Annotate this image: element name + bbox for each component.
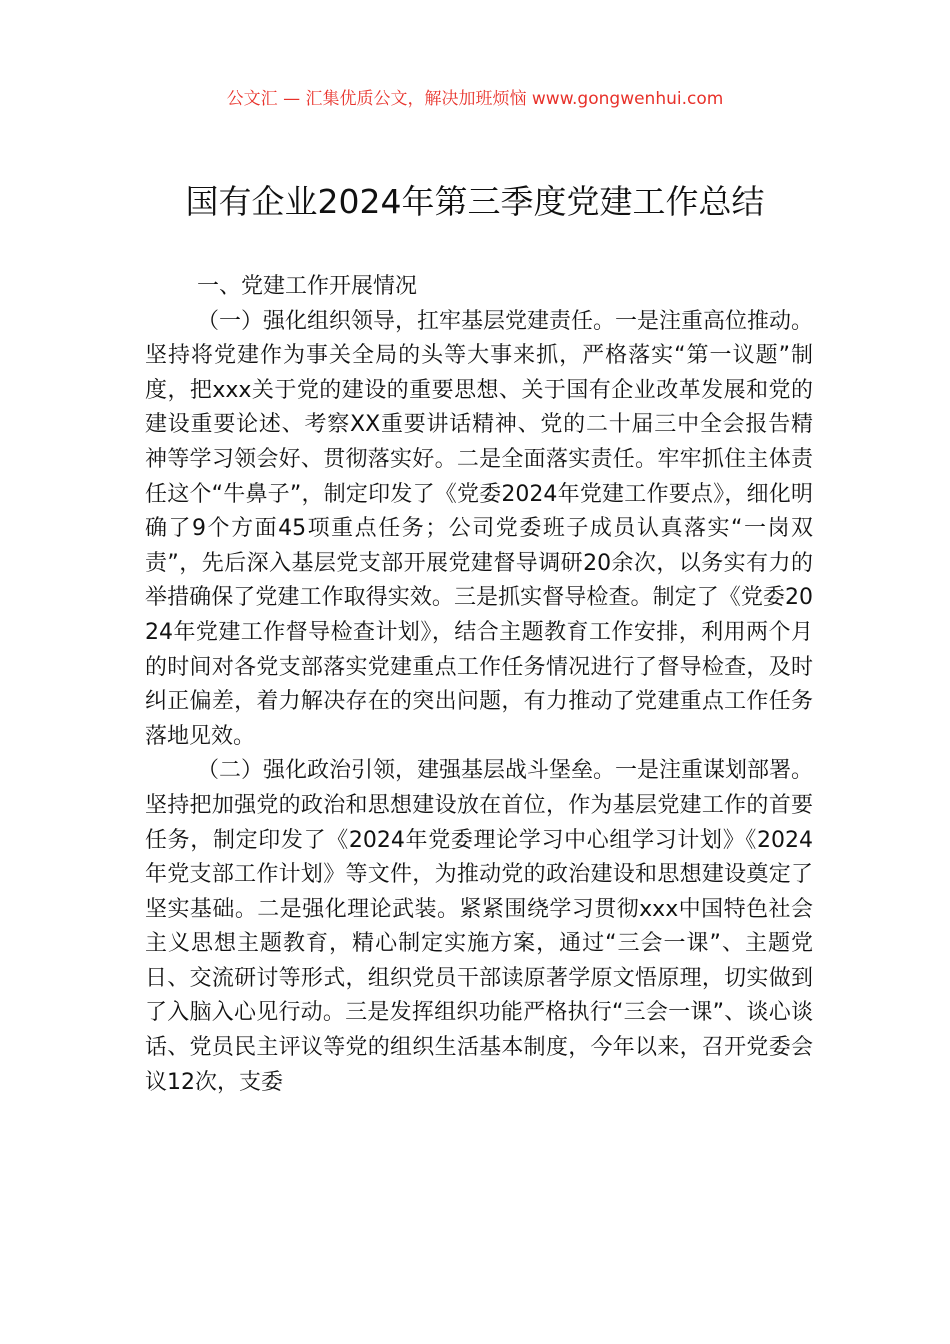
document-body <box>145 270 813 1100</box>
paragraph-organization-leadership: （一）强化组织领导，扛牢基层党建责任。一是注重高位推动。坚持将党建作为事关全局的头等大事来抓，严格落实“第一议题”制度，把xxx关于党的建设的重要思想、关于国有企业改革发展和党的建设重要论述、考察XX重要讲话精神、党的二十届三中全会报告精神等学习领会好、贯彻落实好。二是全面落实责任。牢牢抓住主体责任这个“牛鼻子”，制定印发了《党委2024年党建工作要点》，细化明确了9个方面45项重点任务；公司党委班子成员认真落实“一岗双责”，先后深入基层党支部开展党建督导调研20余次，以务实有力的举措确保了党建工作取得实效。三是抓实督导检查。制定了《党委2024年党建工作督导检查计划》，结合主题教育工作安排，利用两个月的时间对各党支部落实党建重点工作任务情况进行了督导检查，及时纠正偏差，着力解决存在的突出问题，有力推动了党建重点工作任务落地见效。 <box>145 308 814 749</box>
paragraph-political-guidance: （二）强化政治引领，建强基层战斗堡垒。一是注重谋划部署。坚持把加强党的政治和思想建设放在首位，作为基层党建工作的首要任务，制定印发了《2024年党委理论学习中心组学习计划》《2024年党支部工作计划》等文件，为推动党的政治建设和思想建设奠定了坚实基础。二是强化理论武装。紧紧围绕学习贯彻xxx中国特色社会主义思想主题教育，精心制定实施方案，通过“三会一课”、主题党日、交流研讨等形式，组织党员干部读原著学原文悟原理，切实做到了入脑入心见行动。三是发挥组织功能严格执行“三会一课”、谈心谈话、党员民主评议等党的组织生活基本制度，今年以来，召开党委会议12次，支委 <box>145 758 814 1095</box>
section-heading: 一、党建工作开展情况 <box>197 274 418 299</box>
document-title: 国有企业2024年第三季度党建工作总结 <box>185 182 765 221</box>
header-banner: 公文汇 — 汇集优质公文，解决加班烦恼 www.gongwenhui.com <box>226 89 724 109</box>
